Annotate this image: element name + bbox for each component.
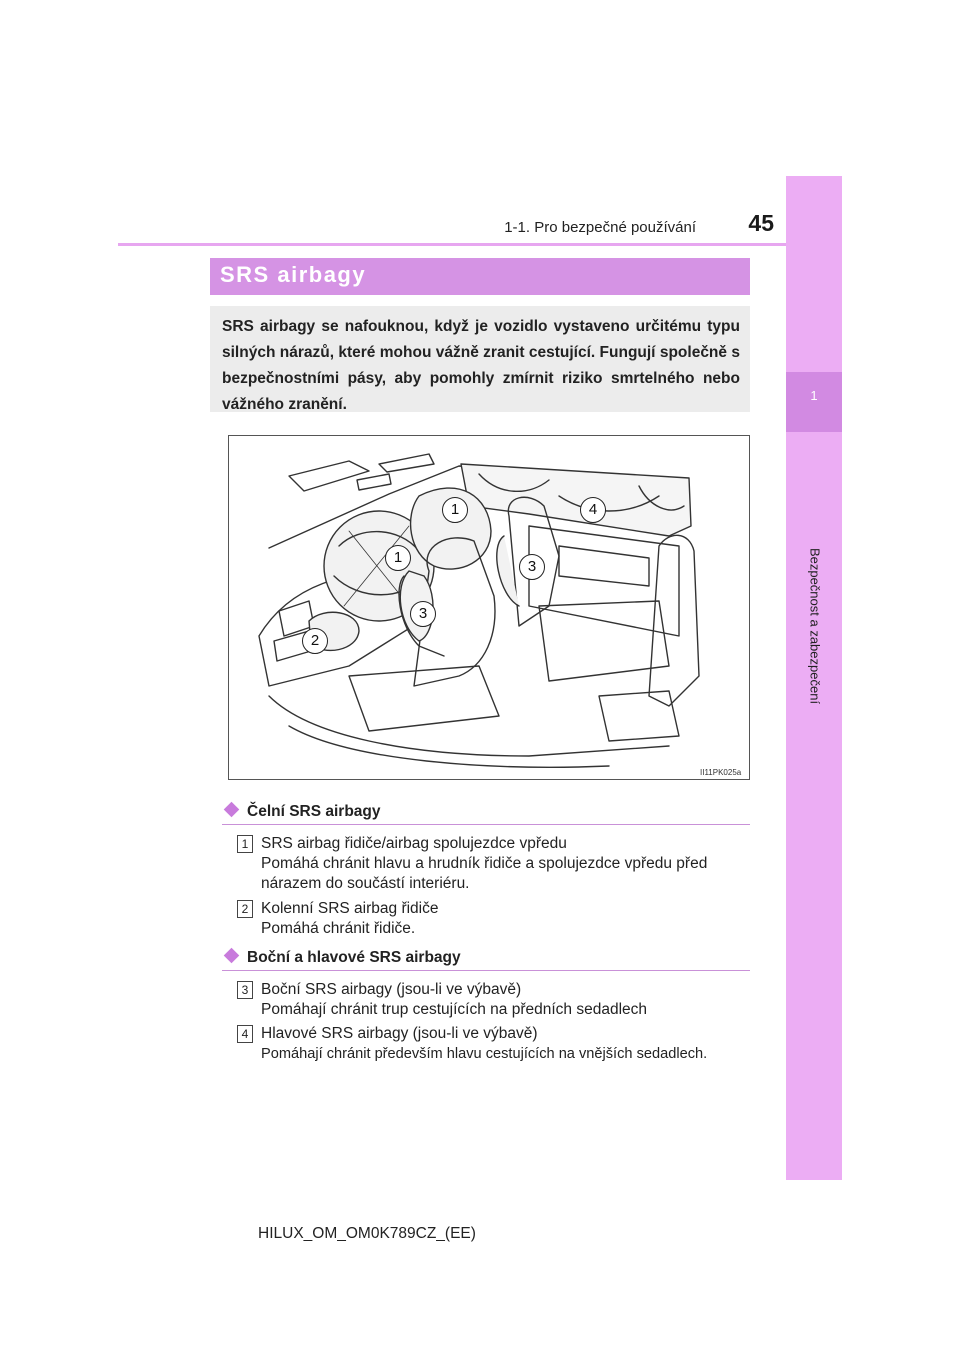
item-number-badge: 2 (237, 900, 253, 918)
diamond-bullet-icon (224, 802, 240, 818)
callout-1-passenger: 1 (442, 497, 468, 523)
item-description: Pomáhají chránit především hlavu cestujících na vnějších sedadlech. (261, 1046, 708, 1062)
section-heading-front (222, 803, 381, 821)
list-item (261, 834, 761, 894)
item-number-badge: 4 (237, 1025, 253, 1043)
list-item (261, 980, 761, 1020)
item-description: Pomáhají chránit trup cestujících na předních sedadlech (261, 1001, 648, 1018)
item-number-badge: 3 (237, 981, 253, 999)
item-title: Hlavové SRS airbagy (jsou-li ve výbavě) (261, 1025, 538, 1042)
intro-text: SRS airbagy se nafouknou, když je vozidlo vystaveno určitému typu silných nárazů, které mohou vážně zranit cestující. Fungují společně s bezpečnostními pásy, aby pomohly zmírnit riziko smrtelného nebo vážného zranění. (222, 318, 740, 413)
callout-1-driver: 1 (385, 545, 411, 571)
chapter-label: Bezpečnost a zabezpečení (807, 547, 823, 705)
item-title: Boční SRS airbagy (jsou-li ve výbavě) (261, 981, 522, 998)
item-title: Kolenní SRS airbag řidiče (261, 900, 439, 917)
page-title: SRS airbagy (220, 262, 367, 287)
list-item (261, 899, 761, 939)
list-item (261, 1024, 761, 1064)
item-title: SRS airbag řidiče/airbag spolujezdce vpředu (261, 835, 567, 852)
item-number-badge: 1 (237, 835, 253, 853)
callout-3-passenger-side: 3 (519, 554, 545, 580)
section-path: 1-1. Pro bezpečné používání (504, 219, 696, 236)
section-heading-side-text: Boční a hlavové SRS airbagy (247, 949, 461, 966)
callout-2-knee: 2 (302, 628, 328, 654)
section-heading-side (222, 949, 461, 967)
figure-code: II11PK025a (700, 768, 742, 777)
airbag-illustration (228, 435, 750, 780)
callout-4-curtain: 4 (580, 497, 606, 523)
callout-3-driver-side: 3 (410, 601, 436, 627)
chapter-number: 1 (810, 388, 818, 403)
section-rule (222, 970, 750, 971)
diamond-bullet-icon (224, 948, 240, 964)
section-heading-front-text: Čelní SRS airbagy (247, 803, 381, 820)
header-rule (118, 243, 788, 246)
item-description: Pomáhá chránit řidiče. (261, 920, 416, 937)
section-rule (222, 824, 750, 825)
document-id: HILUX_OM_OM0K789CZ_(EE) (258, 1225, 476, 1242)
item-description: Pomáhá chránit hlavu a hrudník řidiče a spolujezdce vpředu před nárazem do součástí interiéru. (261, 855, 708, 892)
page-number: 45 (748, 210, 774, 236)
airbag-drawing (229, 436, 749, 779)
